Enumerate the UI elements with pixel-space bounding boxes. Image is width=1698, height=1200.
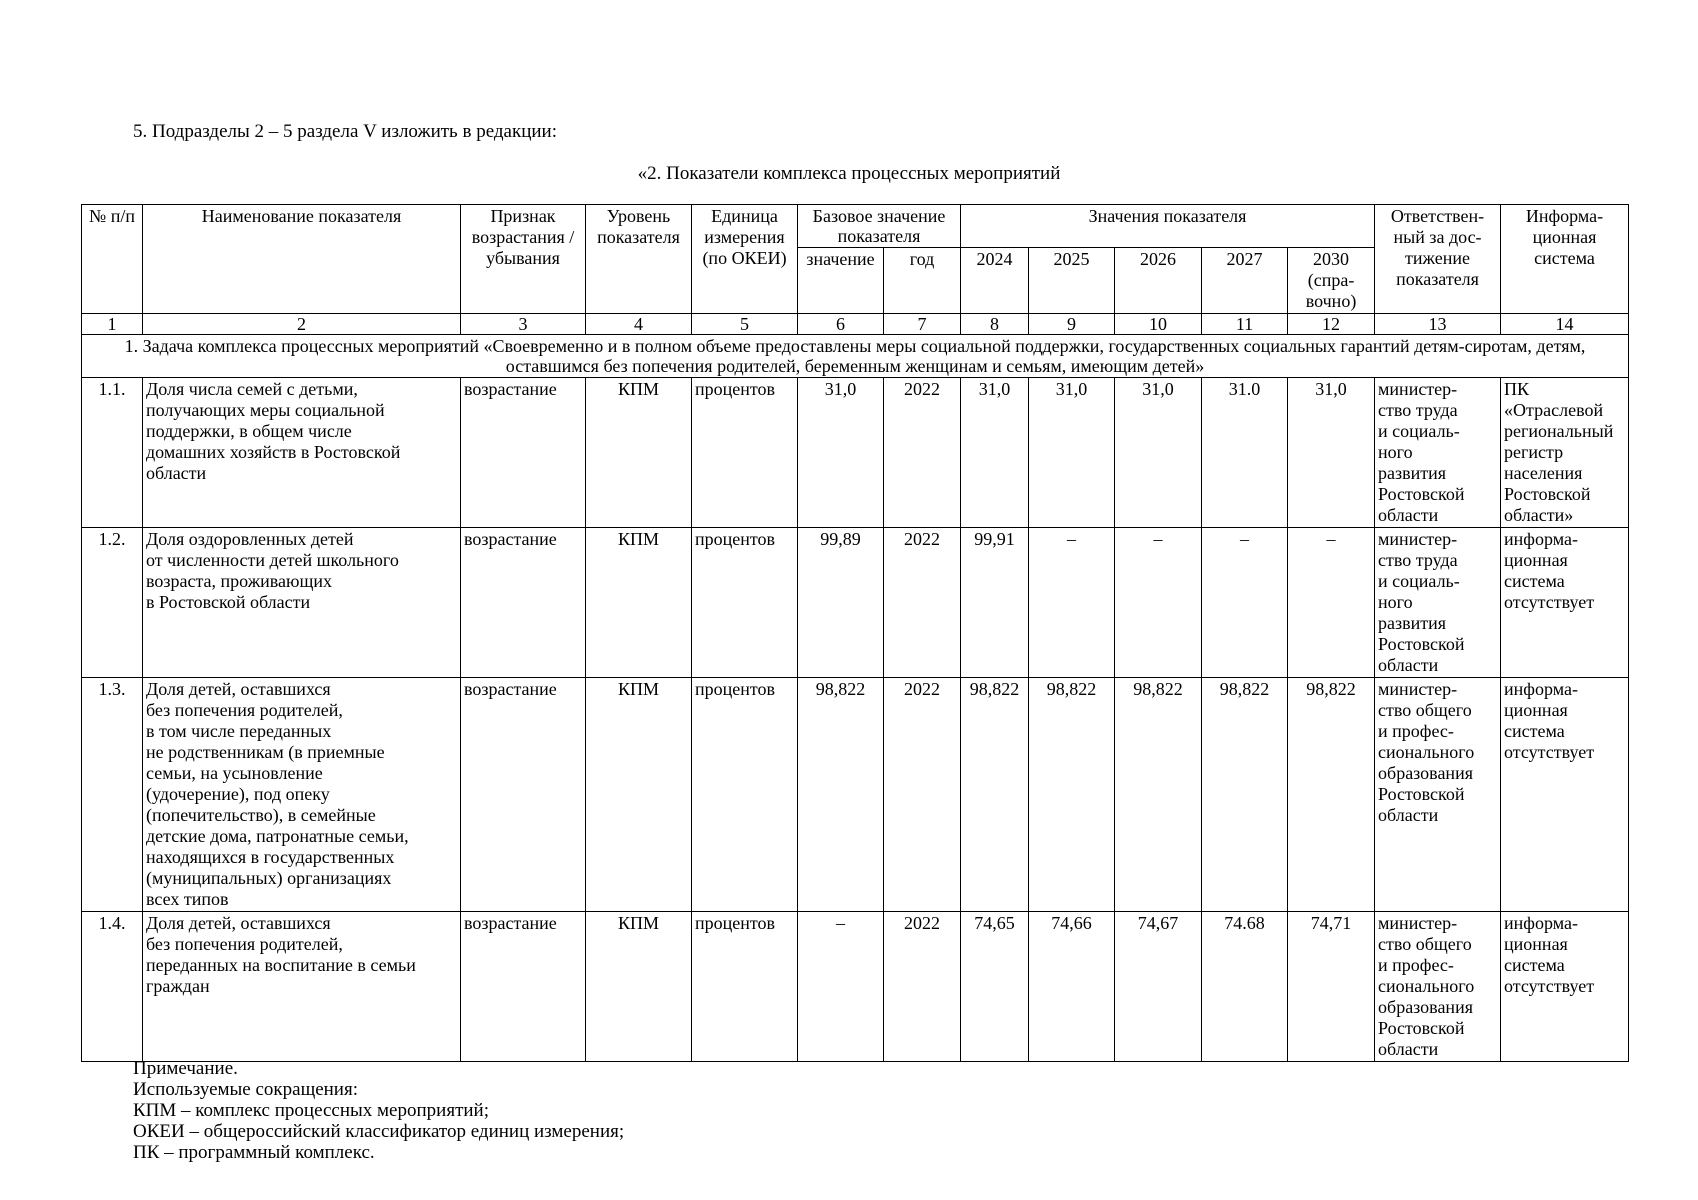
- row-infosys: информа- ционная система отсутствует: [1501, 528, 1629, 678]
- row-value-2025: 31,0: [1029, 378, 1115, 528]
- note-line: Используемые сокращения:: [133, 1079, 358, 1100]
- table-row: [82, 678, 1629, 912]
- row-value-2030: –: [1288, 528, 1375, 678]
- col-number: 11: [1202, 314, 1288, 335]
- note-line: ОКЕИ – общероссийский классификатор единиц измерения;: [133, 1121, 625, 1142]
- note-heading: Примечание.: [133, 1058, 238, 1079]
- intro-text: 5. Подразделы 2 – 5 раздела V изложить в редакции:: [133, 121, 557, 142]
- row-value-2024: 99,91: [961, 528, 1029, 678]
- col-number: 14: [1501, 314, 1629, 335]
- row-infosys: ПК «Отраслевой региональный регистр населения Ростовской области»: [1501, 378, 1629, 528]
- row-value-2027: 98,822: [1202, 678, 1288, 912]
- row-num: 1.2.: [82, 528, 143, 678]
- row-base-value: 99,89: [798, 528, 884, 678]
- row-base-value: 98,822: [798, 678, 884, 912]
- row-name: Доля детей, оставшихся без попечения родителей, в том числе переданных не родственникам (в приемные семьи, на усыновление (удочерение), под опеку (попечительство), в семейные детские дома, патронатные семьи, находящихся в государственных (муниципальных) организациях всех типов: [143, 678, 461, 912]
- header-base-year: год: [884, 248, 961, 314]
- row-value-2026: 31,0: [1115, 378, 1202, 528]
- header-num: № п/п: [82, 205, 143, 314]
- row-name: Доля оздоровленных детей от численности детей школьного возраста, проживающих в Ростовской области: [143, 528, 461, 678]
- table-row: [82, 912, 1629, 1062]
- row-base-value: –: [798, 912, 884, 1062]
- col-number: 7: [884, 314, 961, 335]
- row-name: Доля числа семей с детьми, получающих меры социальной поддержки, в общем числе домашних хозяйств в Ростовской области: [143, 378, 461, 528]
- row-value-2030: 74,71: [1288, 912, 1375, 1062]
- row-base-year: 2022: [884, 912, 961, 1062]
- row-value-2030: 98,822: [1288, 678, 1375, 912]
- row-value-2024: 98,822: [961, 678, 1029, 912]
- row-value-2027: 74.68: [1202, 912, 1288, 1062]
- row-base-value: 31,0: [798, 378, 884, 528]
- col-number: 8: [961, 314, 1029, 335]
- row-base-year: 2022: [884, 378, 961, 528]
- row-level: КПМ: [586, 528, 692, 678]
- header-base-value: значение: [798, 248, 884, 314]
- col-number: 1: [82, 314, 143, 335]
- row-sign: возрастание: [461, 378, 586, 528]
- row-level: КПМ: [586, 378, 692, 528]
- row-value-2025: 98,822: [1029, 678, 1115, 912]
- row-responsible: министер- ство общего и профес- сионального образования Ростовской области: [1375, 912, 1501, 1062]
- header-base: Базовое значение показателя: [798, 205, 961, 248]
- col-number: 13: [1375, 314, 1501, 335]
- row-value-2026: –: [1115, 528, 1202, 678]
- note-line: ПК – программный комплекс.: [133, 1142, 375, 1163]
- row-level: КПМ: [586, 678, 692, 912]
- header-responsible: Ответствен-ный за дос-тижение показателя: [1375, 205, 1501, 314]
- header-year-2024: 2024: [961, 248, 1029, 314]
- header-unit: Единица измерения (по ОКЕИ): [692, 205, 798, 314]
- col-number: 5: [692, 314, 798, 335]
- task-row: [82, 335, 1629, 378]
- row-num: 1.1.: [82, 378, 143, 528]
- col-number: 2: [143, 314, 461, 335]
- row-responsible: министер- ство труда и социаль- ного развития Ростовской области: [1375, 528, 1501, 678]
- row-value-2030: 31,0: [1288, 378, 1375, 528]
- col-number: 9: [1029, 314, 1115, 335]
- header-sign: Признак возрастания / убывания: [461, 205, 586, 314]
- task-title: 1. Задача комплекса процессных мероприятий «Своевременно и в полном объеме предоставлены меры социальной поддержки, государственных социальных гарантий детям-сиротам, детям, оставшимся без попечения родителей, беременным женщинам и семьям, имеющим детей»: [82, 335, 1629, 378]
- row-value-2024: 31,0: [961, 378, 1029, 528]
- row-value-2026: 74,67: [1115, 912, 1202, 1062]
- row-value-2025: 74,66: [1029, 912, 1115, 1062]
- header-row: [82, 205, 1629, 248]
- table-row: [82, 378, 1629, 528]
- row-responsible: министер- ство общего и профес- сионального образования Ростовской области: [1375, 678, 1501, 912]
- row-num: 1.4.: [82, 912, 143, 1062]
- row-base-year: 2022: [884, 528, 961, 678]
- row-value-2026: 98,822: [1115, 678, 1202, 912]
- row-unit: процентов: [692, 678, 798, 912]
- header-year-2026: 2026: [1115, 248, 1202, 314]
- header-name: Наименование показателя: [143, 205, 461, 314]
- row-num: 1.3.: [82, 678, 143, 912]
- table-row: [82, 528, 1629, 678]
- row-infosys: информа- ционная система отсутствует: [1501, 912, 1629, 1062]
- header-year-2027: 2027: [1202, 248, 1288, 314]
- header-values: Значения показателя: [961, 205, 1375, 248]
- row-unit: процентов: [692, 378, 798, 528]
- row-sign: возрастание: [461, 678, 586, 912]
- row-value-2027: 31.0: [1202, 378, 1288, 528]
- header-infosys: Информа-ционная система: [1501, 205, 1629, 314]
- row-value-2027: –: [1202, 528, 1288, 678]
- col-number: 3: [461, 314, 586, 335]
- row-responsible: министер- ство труда и социаль- ного развития Ростовской области: [1375, 378, 1501, 528]
- header-year-2030: 2030 (спра-вочно): [1288, 248, 1375, 314]
- col-number: 10: [1115, 314, 1202, 335]
- indicators-table: [81, 204, 1629, 1062]
- row-sign: возрастание: [461, 912, 586, 1062]
- col-number: 12: [1288, 314, 1375, 335]
- row-unit: процентов: [692, 912, 798, 1062]
- row-unit: процентов: [692, 528, 798, 678]
- row-name: Доля детей, оставшихся без попечения родителей, переданных на воспитание в семьи граждан: [143, 912, 461, 1062]
- section-title: «2. Показатели комплекса процессных мероприятий: [637, 163, 1061, 184]
- col-number: 6: [798, 314, 884, 335]
- notes-block: [133, 1058, 624, 1163]
- row-base-year: 2022: [884, 678, 961, 912]
- row-sign: возрастание: [461, 528, 586, 678]
- column-numbers-row: [82, 314, 1629, 335]
- header-year-2025: 2025: [1029, 248, 1115, 314]
- col-number: 4: [586, 314, 692, 335]
- row-value-2024: 74,65: [961, 912, 1029, 1062]
- row-level: КПМ: [586, 912, 692, 1062]
- row-value-2025: –: [1029, 528, 1115, 678]
- header-level: Уровень показателя: [586, 205, 692, 314]
- row-infosys: информа- ционная система отсутствует: [1501, 678, 1629, 912]
- note-line: КПМ – комплекс процессных мероприятий;: [133, 1100, 489, 1121]
